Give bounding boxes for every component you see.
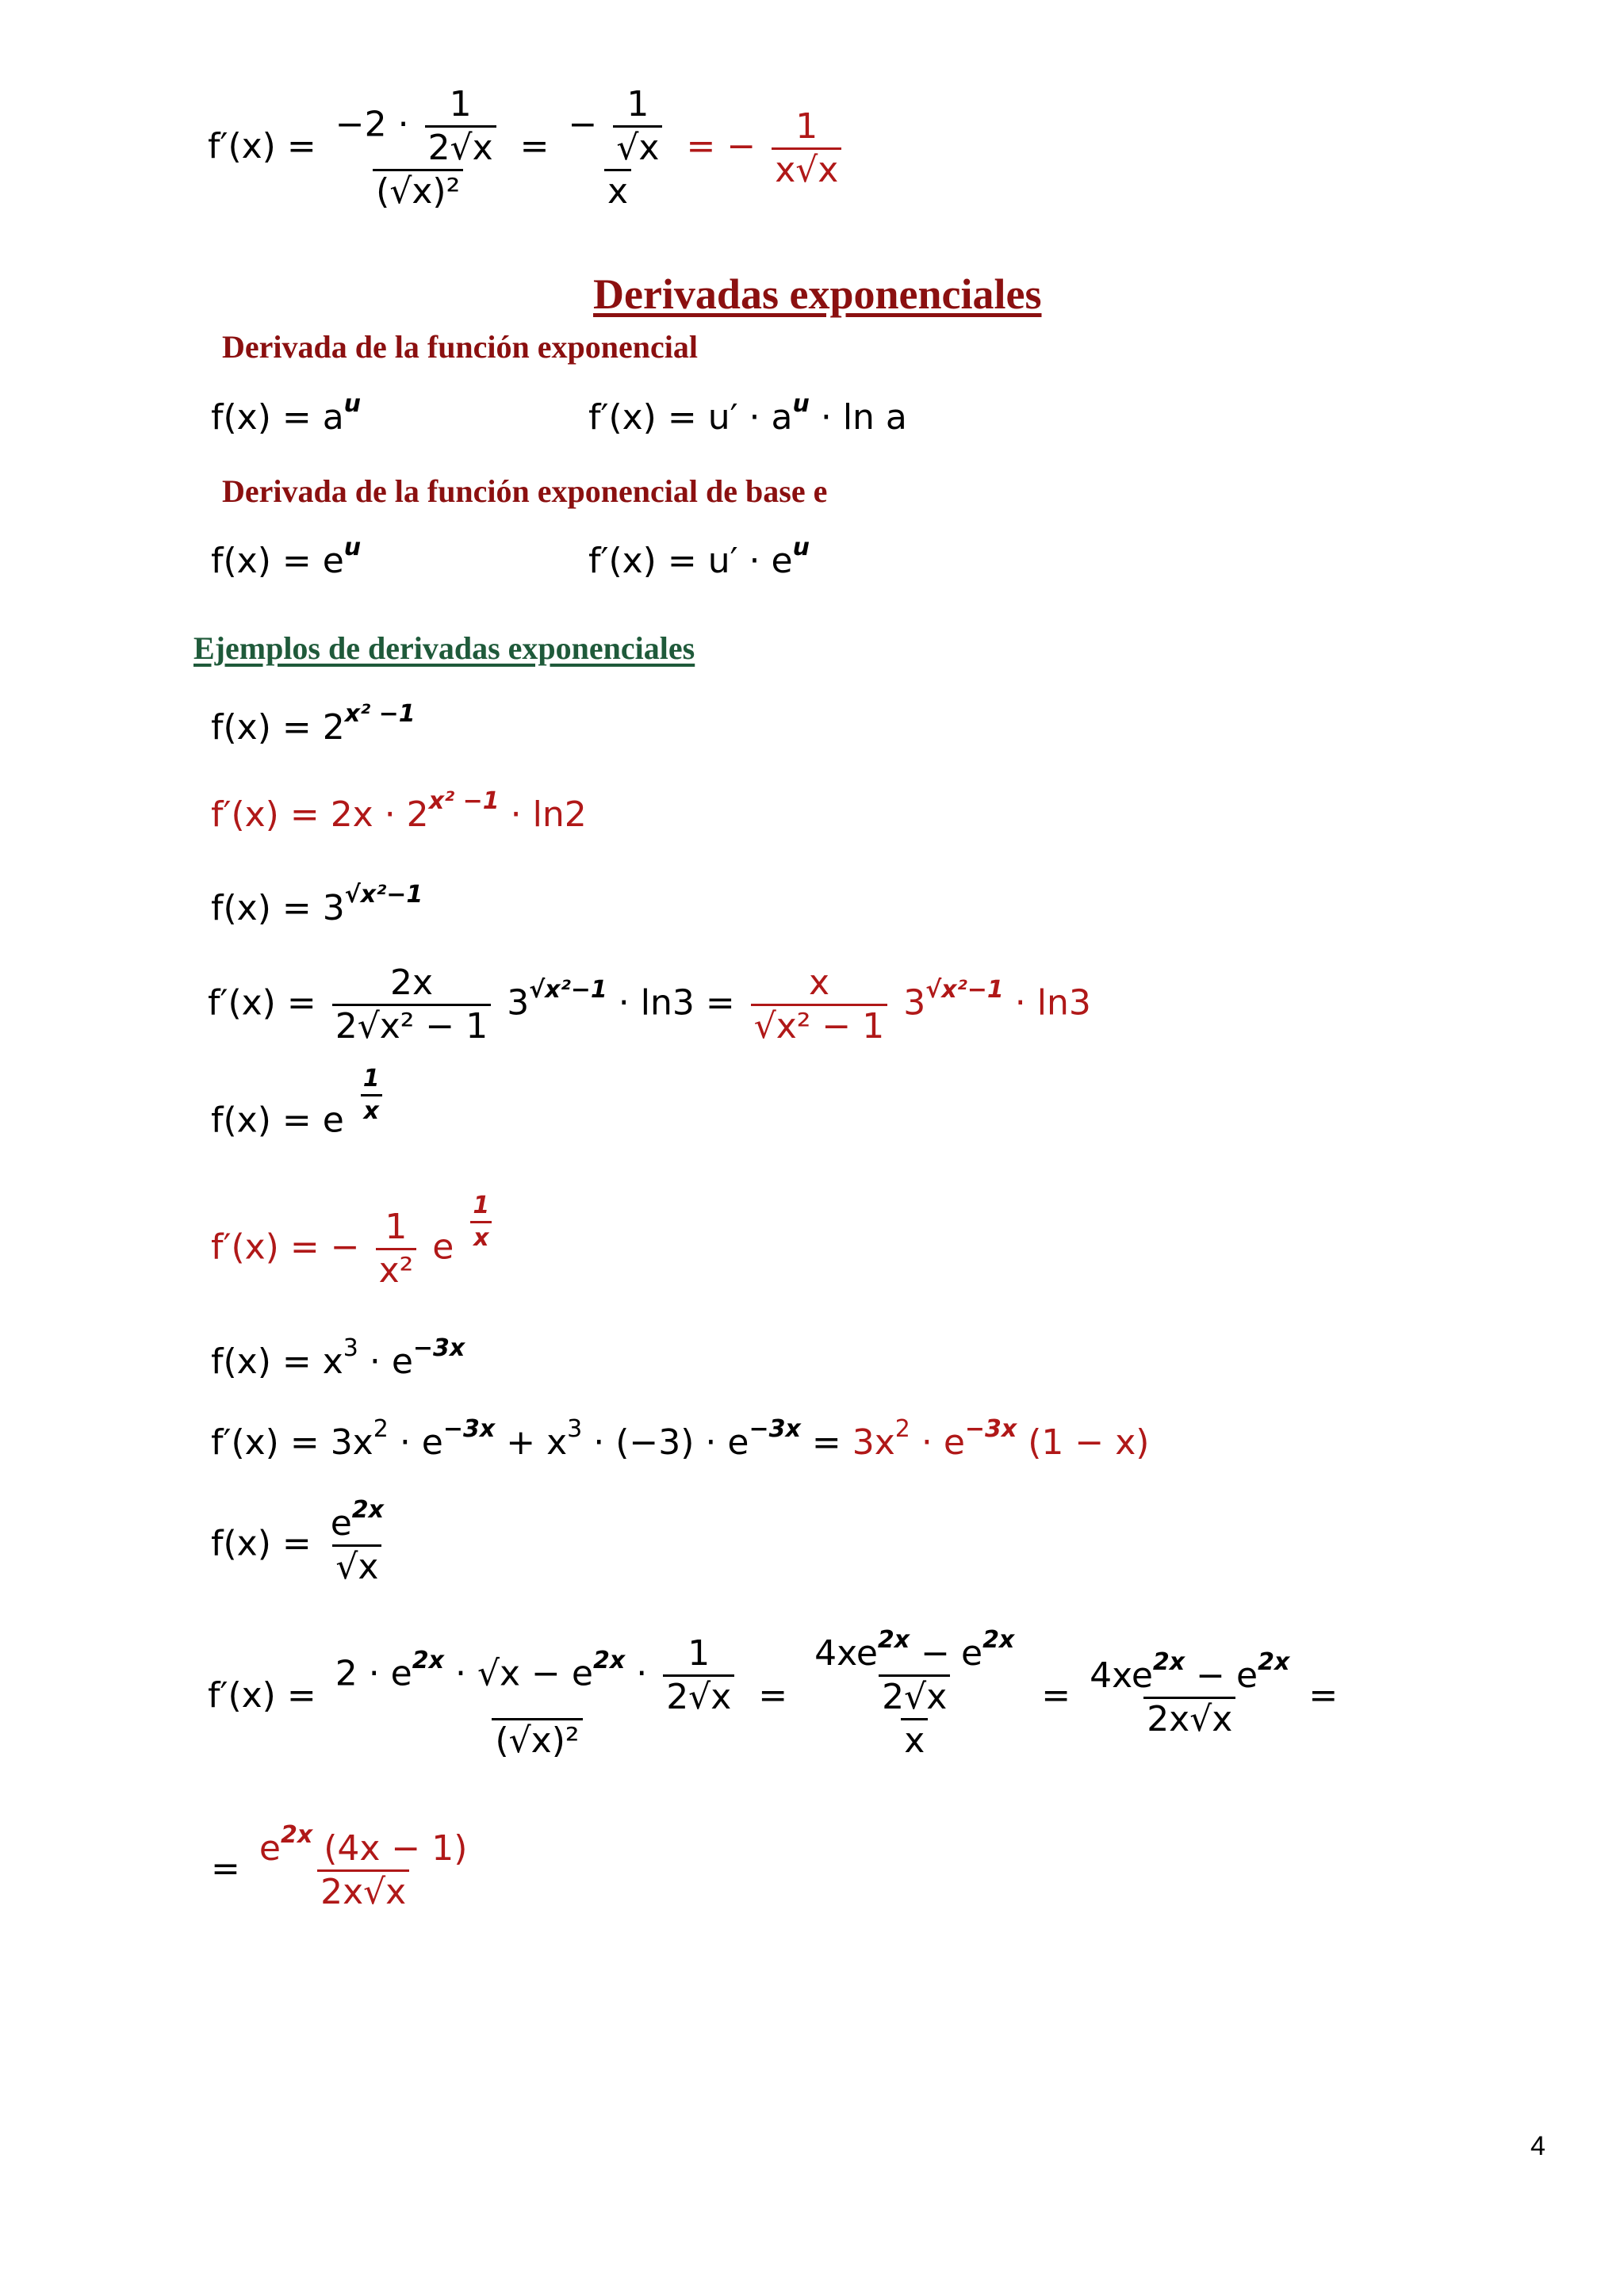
top-fraction-1: −2 · $\frac{1}{2√x}$ (√x)² — [332, 87, 504, 209]
top-derivative-formula: f′(x) = −2 · $\frac{1}{2√x}$ (√x)² = − $\frac{1}{√x}$ x = − $\frac{1}{x√x}$ — [208, 87, 846, 209]
rule2-function: $f(x) = e^u$ — [211, 534, 362, 581]
ex5-result: = $\frac{e^{2x} (4x - 1)}{2x√x}$ — [211, 1831, 475, 1910]
examples-heading: Ejemplos de derivadas exponenciales — [193, 630, 695, 666]
top-lhs: f′(x) = — [208, 126, 316, 166]
subheading-base-e: Derivada de la función exponencial de base e — [222, 473, 828, 509]
top-result: $\frac{1}{x√x}$ — [772, 109, 841, 188]
top-inner-fraction: $\frac{1}{2√x}$ — [425, 87, 496, 166]
ex5-function: f(x) = $\frac{e^{2x}}{√x}$ — [211, 1506, 392, 1585]
ex5-term2: $\frac{\frac{4xe^{2x} - e^{2x}}{2√x}}{x}$ — [814, 1626, 1015, 1761]
rule1-derivative: $f'(x) = u' \cdot a^u \cdot \ln a$ — [588, 390, 907, 438]
ex3-fraction: $\frac{1}{\text{x²}}$ — [376, 1210, 417, 1288]
ex5-fraction: $\frac{e^{2x}}{√x}$ — [330, 1496, 385, 1587]
ex5-derivative: f′(x) = $2 \cdot e^{2x} \cdot √x - e^{2x}$ · $\frac{1}{2√x}$ (√x)² = $\frac{\frac{4xe^{2x} - e^{2x}}{2√x}}{x}$ = $\frac{4xe^{2x} - e^{2x}}{2x√x}$ = — [208, 1626, 1339, 1761]
ex4-derivative: $f'(x) = 3x^2 \cdot e^{-3x} + x^3 \cdot (-3) \cdot e^{-3x} = 3x^2 \cdot e^{-3x}$ (1 − x) — [211, 1415, 1150, 1463]
rule2-derivative: $f'(x) = u' \cdot e^u$ — [588, 534, 810, 581]
ex1-function: $f(x) = 2^{x^2 -1}$ — [211, 700, 416, 748]
ex2-function: $f(x) = 3^{√x^2-1}$ — [211, 881, 423, 928]
ex5-result-fraction: $\frac{e^{2x} (4x - 1)}{2x√x}$ — [259, 1821, 468, 1912]
ex2-result-fraction: $\frac{x}{\text{√x² − 1}}$ — [751, 966, 888, 1044]
section-title: Derivadas exponenciales — [593, 270, 1042, 318]
ex4-function: $f(x) = x^3 \cdot e^{-3x}$ — [211, 1334, 465, 1382]
ex2-fraction: $\frac{2x}{\text{2√x² − 1}}$ — [332, 966, 492, 1044]
ex3-function: f(x) = e $\frac{1}{x}$ — [211, 1094, 388, 1150]
subheading-exponential: Derivada de la función exponencial — [222, 329, 699, 365]
ex3-derivative: f′(x) = − $\frac{1}{\text{x²}}$ e $\frac{1}{x}$ — [211, 1210, 497, 1288]
rule1-function: $f(x) = a^u$ — [211, 390, 362, 438]
ex5-term1: $2 \cdot e^{2x} \cdot √x - e^{2x}$ · $\frac{1}{2√x}$ (√x)² — [332, 1636, 743, 1758]
ex1-derivative: $f'(x) = 2x \cdot 2^{x^2 -1} \cdot \ln 2$ — [211, 787, 587, 835]
ex2-derivative: f′(x) = $\frac{2x}{\text{2√x² − 1}}$ $3^{√x^2-1} \cdot \ln 3$ = $\frac{x}{\text{√x² − 1}}$ $3^{√x^2-1} \cdot \ln 3$ — [208, 962, 1091, 1047]
ex5-term3: $\frac{4xe^{2x} - e^{2x}}{2x√x}$ — [1090, 1647, 1290, 1739]
top-fraction-2: − $\frac{1}{√x}$ x — [565, 87, 671, 209]
page-number: 4 — [1530, 2131, 1545, 2161]
